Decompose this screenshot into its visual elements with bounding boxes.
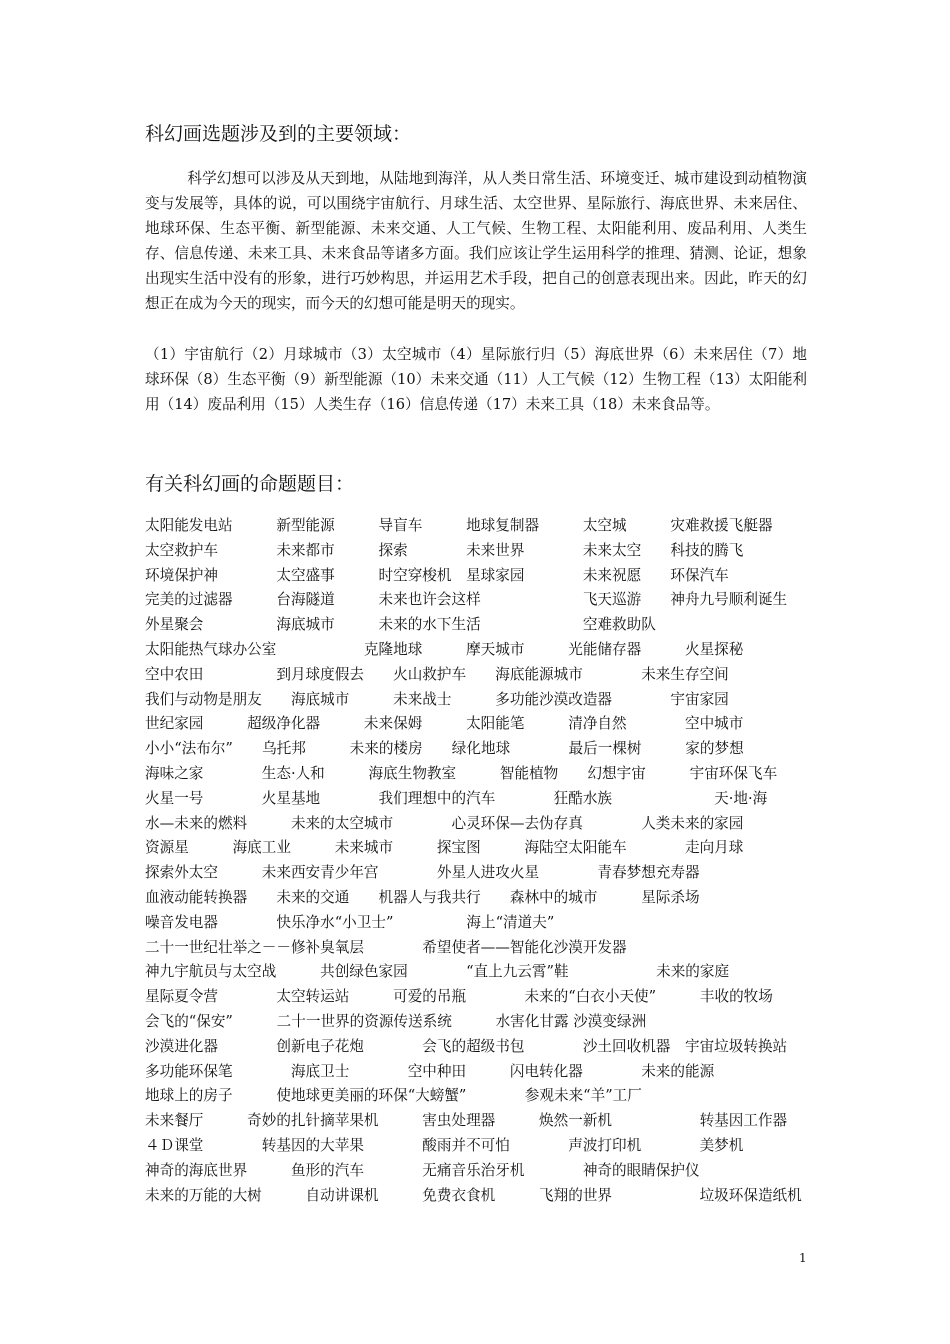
title-row: 噪音发电器 快乐净水“小卫士” 海上“清道夫” (145, 913, 555, 931)
title-row: 神奇的海底世界 鱼形的汽车 无痛音乐治牙机 神奇的眼睛保护仪 (145, 1161, 700, 1179)
title-row: 资源星 海底工业 未来城市 探宝图 海陆空太阳能车 走向月球 (145, 839, 744, 857)
title-row: 太阳能热气球办公室 克隆地球 摩天城市 光能储存器 火星探秘 (145, 640, 744, 658)
title-row: 未来的万能的大树 自动讲课机 免费衣食机 飞翔的世界 垃圾环保造纸机 (145, 1186, 802, 1204)
title-row: 二十一世纪壮举之－－修补臭氧层 希望使者——智能化沙漠开发器 (145, 938, 627, 956)
title-row: 完美的过滤器 台海隧道 未来也许会这样 飞天巡游 神舟九号顺利诞生 (145, 591, 788, 609)
title-row: 探索外太空 未来西安青少年宫 外星人进攻火星 青春梦想充寿器 (145, 864, 700, 882)
title-list (145, 514, 825, 1208)
title-row: 太空救护车 未来都市 探索 未来世界 未来太空 科技的腾飞 (145, 541, 744, 559)
title-row: 太阳能发电站 新型能源 导盲车 地球复制器 太空城 灾难救援飞艇器 (145, 517, 773, 534)
title-row: 神九宇航员与太空战 共创绿色家园 “直上九云霄”鞋 未来的家庭 (145, 963, 730, 981)
title-row: 空中农田 到月球度假去 火山救护车 海底能源城市 未来生存空间 (145, 665, 729, 683)
title-row: 沙漠进化器 创新电子花炮 会飞的超级书包 沙土回收机器 宇宙垃圾转换站 (145, 1037, 788, 1055)
section-heading-titles: 有关科幻画的命题题目： (145, 473, 355, 495)
title-row: 未来餐厅 奇妙的扎针摘苹果机 害虫处理器 焕然一新机 转基因工作器 (145, 1112, 788, 1130)
title-row: 我们与动物是朋友 海底城市 未来战士 多功能沙漠改造器 宇宙家园 (145, 690, 729, 708)
title-row: 外星聚会 海底城市 未来的水下生活 空难救助队 (145, 616, 656, 634)
page-number: 1 (799, 1251, 807, 1265)
topics-list-paragraph: （1）宇宙航行（2）月球城市（3）太空城市（4）星际旅行归（5）海底世界（6）未来居住（7）地球环保（8）生态平衡（9）新型能源（10）未来交通（11）人工气候（12）生物工程（13）太阳能利用（14）废品利用（15）人类生存（16）信息传递（17）未来工具（18）未来食品等。 (145, 346, 808, 413)
title-row: ４Ｄ课堂 转基因的大苹果 酸雨并不可怕 声波打印机 美梦机 (145, 1136, 744, 1154)
title-row: 星际夏令营 太空转运站 可爱的吊瓶 未来的“白衣小天使” 丰收的牧场 (145, 988, 773, 1006)
title-row: 小小“法布尔” 乌托邦 未来的楼房 绿化地球 最后一棵树 家的梦想 (145, 740, 744, 758)
title-row: 环境保护神 太空盛事 时空穿梭机 星球家园 未来祝愿 环保汽车 (145, 566, 729, 584)
title-row: 水—未来的燃料 未来的太空城市 心灵环保—去伪存真 人类未来的家园 (145, 814, 744, 832)
title-row: 世纪家园 超级净化器 未来保姆 太阳能笔 清净自然 空中城市 (145, 715, 744, 733)
intro-paragraph: 科学幻想可以涉及从天到地，从陆地到海洋，从人类日常生活、环境变迁、城市建设到动植物演变与发展等，具体的说，可以围绕宇宙航行、月球生活、太空世界、星际旅行、海底世界、未来居住、地球环保、生态平衡、新型能源、未来交通、人工气候、生物工程、太阳能利用、废品利用、人类生存、信息传递、未来工具、未来食品等诸多方面。我们应该让学生运用科学的推理、猜测、论证，想象出现实生活中没有的形象，进行巧妙构思，并运用艺术手段，把自己的创意表现出来。因此，昨天的幻想正在成为今天的现实，而今天的幻想可能是明天的现实。 (145, 170, 807, 312)
title-row: 火星一号 火星基地 我们理想中的汽车 狂酷水族 天·地·海 (145, 789, 768, 807)
title-row: 血液动能转换器 未来的交通 机器人与我共行 森林中的城市 星际杀场 (145, 888, 700, 906)
title-row: 地球上的房子 使地球更美丽的环保“大螃蟹” 参观未来“羊”工厂 (145, 1087, 642, 1105)
title-row: 海味之家 生态·人和 海底生物教室 智能植物 幻想宇宙 宇宙环保飞车 (145, 764, 778, 782)
title-row: 会飞的“保安” 二十一世界的资源传送系统 水害化甘露 沙漠变绿洲 (145, 1012, 647, 1030)
title-row: 多功能环保笔 海底卫士 空中种田 闪电转化器 未来的能源 (145, 1062, 715, 1080)
section-heading-domains: 科幻画选题涉及到的主要领域： (145, 123, 412, 145)
